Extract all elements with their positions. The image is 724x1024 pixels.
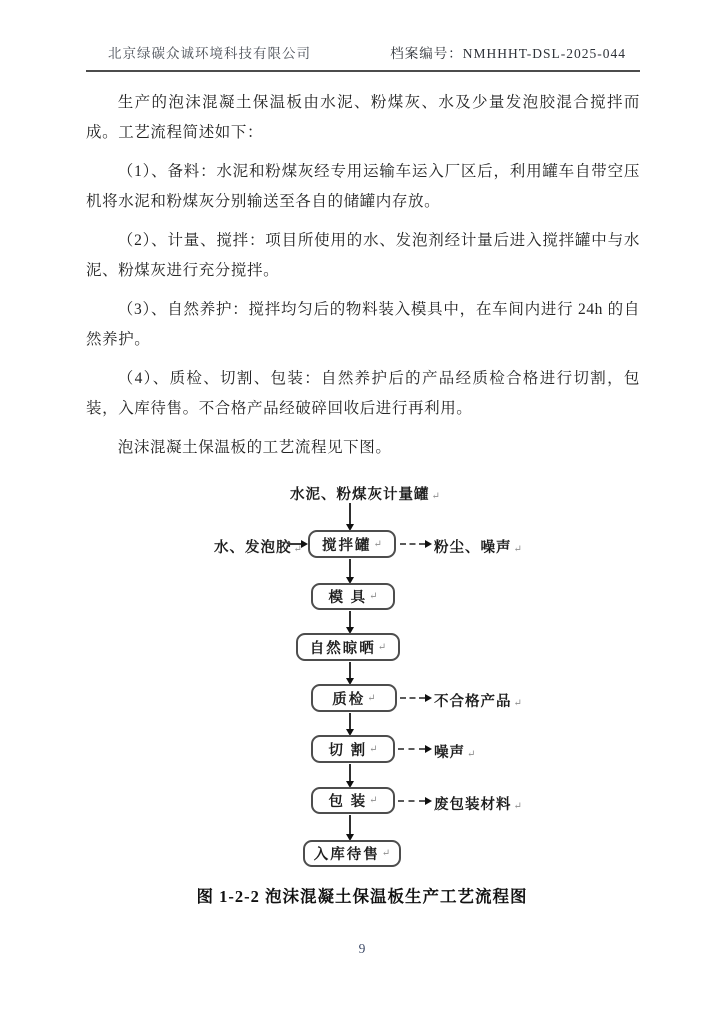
arrow-down-icon (349, 662, 351, 678)
arrow-down-icon (349, 611, 351, 627)
arrow-down-icon (349, 815, 351, 834)
flow-output-rejects: 不合格产品 ↵ (434, 694, 522, 710)
return-mark-icon: ↵ (377, 641, 387, 653)
return-mark-icon: ↵ (381, 848, 391, 859)
paragraph-step3: （3）、自然养护：搅拌均匀后的物料装入模具中，在车间内进行 24h 的自然养护。 (86, 301, 640, 348)
company-name: 北京绿碳众诚环境科技有限公司 (108, 46, 311, 61)
page-number: 9 (358, 941, 366, 956)
return-mark-icon: ↵ (293, 544, 302, 555)
archive-code: NMHHHT-DSL-2025-044 (462, 46, 626, 61)
return-mark-icon: ↵ (513, 801, 522, 812)
return-mark-icon: ↵ (369, 743, 378, 755)
dashed-arrow-right-icon (398, 800, 425, 802)
flow-output-dust-noise: 粉尘、噪声 ↵ (434, 540, 522, 556)
return-mark-icon: ↵ (431, 491, 440, 502)
return-mark-icon: ↵ (467, 749, 476, 760)
return-mark-icon: ↵ (373, 538, 382, 550)
arrow-down-icon (349, 713, 351, 729)
flow-box-mold: 模 具 ↵ (311, 583, 395, 610)
flow-box-quality-check: 质检 ↵ (311, 684, 397, 712)
flow-box-packing: 包 装 ↵ (311, 787, 395, 814)
process-flowchart (0, 480, 724, 880)
flow-box-natural-drying: 自然晾晒 ↵ (296, 633, 400, 661)
paragraph-figure-lead: 泡沫混凝土保温板的工艺流程见下图。 (117, 439, 392, 456)
flow-input-water-foam: 水、发泡胶 ↵ (214, 540, 302, 556)
paragraph-intro: 生产的泡沫混凝土保温板由水泥、粉煤灰、水及少量发泡胶混合搅拌而成。工艺流程简述如下： (86, 94, 640, 141)
figure-caption: 图 1-2-2 泡沫混凝土保温板生产工艺流程图 (196, 887, 528, 906)
paragraph-step4: （4）、质检、切割、包装：自然养护后的产品经质检合格进行切割，包装，入库待售。不合格产品经破碎回收后进行再利用。 (86, 370, 640, 417)
flow-output-waste-packaging: 废包装材料 ↵ (434, 797, 522, 813)
page-header (86, 0, 640, 72)
arrow-down-icon (349, 503, 351, 524)
flow-output-noise: 噪声 ↵ (434, 745, 476, 761)
flow-box-cutting: 切 割 ↵ (311, 735, 395, 763)
flow-box-warehouse: 入库待售 ↵ (303, 840, 401, 867)
return-mark-icon: ↵ (369, 795, 378, 806)
return-mark-icon: ↵ (513, 544, 522, 555)
return-mark-icon: ↵ (369, 591, 378, 602)
dashed-arrow-right-icon (398, 748, 425, 750)
paragraph-step1: （1）、备料：水泥和粉煤灰经专用运输车运入厂区后，利用罐车自带空压机将水泥和粉煤灰分别输送至各自的储罐内存放。 (86, 163, 640, 210)
return-mark-icon: ↵ (513, 698, 522, 709)
body-text (86, 88, 640, 463)
arrow-down-icon (349, 764, 351, 781)
flow-label-metering-tank: 水泥、粉煤灰计量罐 ↵ (290, 487, 440, 503)
archive-number (390, 42, 638, 62)
archive-label: 档案编号： (390, 46, 463, 61)
flow-box-mixing-tank: 搅拌罐 ↵ (308, 530, 396, 558)
dashed-arrow-right-icon (400, 543, 425, 545)
arrow-down-icon (349, 559, 351, 577)
paragraph-step2: （2）、计量、搅拌：项目所使用的水、发泡剂经计量后进入搅拌罐中与水泥、粉煤灰进行充分搅拌。 (86, 232, 640, 279)
return-mark-icon: ↵ (367, 692, 376, 704)
arrow-right-icon (288, 543, 301, 545)
dashed-arrow-right-icon (400, 697, 425, 699)
